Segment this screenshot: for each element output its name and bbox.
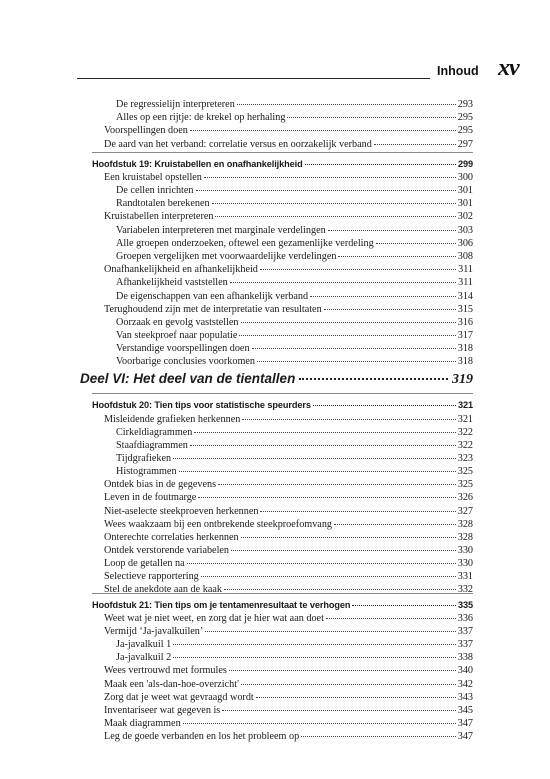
entry-page: 322: [457, 427, 473, 438]
dot-leader: [257, 361, 456, 362]
entry-label: Afhankelijkheid vaststellen: [116, 277, 228, 288]
entry-page: 300: [457, 172, 473, 183]
entry-page: 337: [457, 639, 473, 650]
dot-leader: [187, 563, 456, 564]
toc-entry: [116, 342, 473, 355]
entry-page: 295: [457, 112, 473, 123]
dot-leader: [230, 282, 456, 283]
entry-page: 326: [457, 492, 473, 503]
entry-page: 321: [457, 414, 473, 425]
entry-page: 317: [457, 330, 473, 341]
entry-label: Staafdiagrammen: [116, 440, 188, 451]
entry-page: 322: [457, 440, 473, 451]
entry-page: 331: [457, 571, 473, 582]
toc-entry: [116, 224, 473, 237]
dot-leader: [215, 216, 455, 217]
toc-entry: [104, 505, 473, 518]
entry-label: Van steekproef naar populatie: [116, 330, 238, 341]
dot-leader: [241, 537, 456, 538]
entry-page: 311: [458, 277, 473, 288]
dot-leader: [374, 144, 456, 145]
entry-page: 321: [457, 400, 473, 410]
toc-entry: [116, 651, 473, 664]
toc-entry: [104, 612, 473, 625]
dot-leader: [305, 164, 456, 165]
toc-entry: [104, 570, 473, 583]
toc-entry: [104, 491, 473, 504]
chapter-entry: [92, 158, 473, 171]
toc-entry: [104, 478, 473, 491]
dot-leader: [328, 230, 456, 231]
toc-entry: [116, 452, 473, 465]
toc-entry: [116, 276, 473, 289]
toc-entry: [116, 426, 473, 439]
dot-leader: [252, 348, 456, 349]
entry-page: 325: [457, 479, 473, 490]
entry-label: Selectieve rapportering: [104, 571, 199, 582]
dot-leader: [183, 723, 456, 724]
toc-entry: [116, 250, 473, 263]
entry-page: 343: [457, 692, 473, 703]
entry-page: 301: [457, 185, 473, 196]
dot-leader: [324, 309, 456, 310]
entry-label: Tijdgrafieken: [116, 453, 172, 464]
dot-leader: [260, 269, 456, 270]
entry-label: Cirkeldiagrammen: [116, 427, 193, 438]
toc-entry: [104, 263, 473, 276]
chapter-entry: [92, 399, 473, 412]
entry-label: Oorzaak en gevolg vaststellen: [116, 317, 239, 328]
dot-leader: [224, 589, 456, 590]
entry-page: 311: [458, 264, 473, 275]
entry-label: Wees vertrouwd met formules: [104, 665, 227, 676]
entry-page: 325: [457, 466, 473, 477]
toc-entry: [104, 518, 473, 531]
dot-leader: [299, 378, 448, 380]
entry-label: De cellen inrichten: [116, 185, 194, 196]
entry-label: Variabelen interpreteren met marginale verdelingen: [116, 225, 326, 236]
toc-entry: [116, 111, 473, 124]
toc-entry: [116, 465, 473, 478]
dot-leader: [229, 670, 456, 671]
entry-label: Loop de getallen na: [104, 558, 185, 569]
chapter-separator: [92, 593, 473, 594]
entry-label: Ontdek verstorende variabelen: [104, 545, 230, 556]
entry-label: Misleidende grafieken herkennen: [104, 414, 241, 425]
dot-leader: [173, 657, 456, 658]
entry-page: 332: [457, 584, 473, 595]
entry-label: Terughoudend zijn met de interpretatie van resultaten: [104, 304, 322, 315]
dot-leader: [287, 117, 455, 118]
dot-leader: [301, 736, 456, 737]
entry-label: De eigenschappen van een afhankelijk verband: [116, 291, 309, 302]
toc-entry: [104, 303, 473, 316]
entry-label: Maak diagrammen: [104, 718, 181, 729]
toc-entry: [104, 717, 473, 730]
entry-page: 347: [457, 731, 473, 742]
entry-page: 340: [457, 665, 473, 676]
dot-leader: [256, 697, 456, 698]
chapter-separator: [92, 393, 473, 394]
entry-label: Niet-aselecte steekproeven herkennen: [104, 506, 259, 517]
entry-label: Kruistabellen interpreteren: [104, 211, 214, 222]
toc-entry: [104, 730, 473, 743]
dot-leader: [241, 684, 456, 685]
toc-entry: [104, 583, 473, 596]
entry-page: 295: [457, 125, 473, 136]
entry-label: Stel de anekdote aan de kaak: [104, 584, 222, 595]
entry-page: 318: [457, 356, 473, 367]
entry-page: 318: [457, 343, 473, 354]
dot-leader: [205, 631, 455, 632]
dot-leader: [218, 484, 456, 485]
toc-entry: [104, 210, 473, 223]
dot-leader: [198, 497, 455, 498]
dot-leader: [260, 511, 455, 512]
entry-page: 336: [457, 613, 473, 624]
dot-leader: [194, 432, 455, 433]
entry-page: 303: [457, 225, 473, 236]
entry-label: Voorspellingen doen: [104, 125, 188, 136]
entry-label: De aard van het verband: correlatie versus en oorzakelijk verband: [104, 139, 372, 150]
toc-entry: [116, 355, 473, 368]
dot-leader: [179, 471, 456, 472]
dot-leader: [376, 243, 456, 244]
toc-entry: [116, 439, 473, 452]
dot-leader: [204, 177, 456, 178]
entry-page: 337: [457, 626, 473, 637]
entry-label: Voorbarige conclusies voorkomen: [116, 356, 256, 367]
entry-page: 330: [457, 545, 473, 556]
dot-leader: [222, 710, 455, 711]
chapter-entry: [92, 599, 473, 612]
entry-label: Groepen vergelijken met voorwaardelijke verdelingen: [116, 251, 337, 262]
toc-entry: [104, 531, 473, 544]
dot-leader: [334, 524, 456, 525]
entry-page: 293: [457, 99, 473, 110]
entry-label: Leven in de foutmarge: [104, 492, 197, 503]
toc-entry: [104, 124, 473, 137]
entry-page: 314: [457, 291, 473, 302]
entry-label: Onterechte correlaties herkennen: [104, 532, 239, 543]
toc-entry: [116, 329, 473, 342]
entry-label: Verstandige voorspellingen doen: [116, 343, 250, 354]
dot-leader: [231, 550, 456, 551]
dot-leader: [338, 256, 455, 257]
part-label: Deel VI: Het deel van de tientallen: [80, 371, 296, 386]
entry-page: 342: [457, 679, 473, 690]
toc-entry: [116, 197, 473, 210]
toc-entry: [104, 171, 473, 184]
toc-entry: [104, 704, 473, 717]
part-heading: [80, 371, 473, 388]
dot-leader: [201, 576, 456, 577]
toc-entry: [104, 544, 473, 557]
entry-label: Hoofdstuk 20: Tien tips voor statistische speurders: [92, 400, 311, 410]
entry-label: Ja-javalkuil 1: [116, 639, 172, 650]
toc-entry: [104, 557, 473, 570]
entry-page: 299: [457, 159, 473, 169]
running-header-title: Inhoud: [437, 64, 479, 78]
toc-entry: [116, 290, 473, 303]
entry-label: Alles op een rijtje: de krekel op herhaling: [116, 112, 286, 123]
toc-entry: [116, 638, 473, 651]
entry-page: 330: [457, 558, 473, 569]
entry-label: Wees waakzaam bij een ontbrekende steekproefomvang: [104, 519, 333, 530]
entry-label: Alle groepen onderzoeken, oftewel een gezamenlijke verdeling: [116, 238, 374, 249]
toc-entry: [116, 316, 473, 329]
dot-leader: [241, 322, 456, 323]
entry-label: Vermijd ‘Ja-javalkuilen’: [104, 626, 204, 637]
toc-entry: [104, 678, 473, 691]
entry-label: Hoofdstuk 21: Tien tips om je tentamenresultaat te verhogen: [92, 600, 351, 610]
entry-label: De regressielijn interpreteren: [116, 99, 235, 110]
entry-label: Een kruistabel opstellen: [104, 172, 202, 183]
entry-label: Ja-javalkuil 2: [116, 652, 172, 663]
dot-leader: [239, 335, 455, 336]
dot-leader: [242, 419, 455, 420]
entry-label: Leg de goede verbanden en los het probleem op: [104, 731, 300, 742]
dot-leader: [237, 104, 456, 105]
part-page: 319: [452, 372, 473, 387]
entry-page: 347: [457, 718, 473, 729]
entry-page: 297: [457, 139, 473, 150]
entry-page: 328: [457, 532, 473, 543]
entry-label: Maak een 'als-dan-hoe-overzicht': [104, 679, 239, 690]
header-rule: [77, 78, 430, 79]
entry-label: Histogrammen: [116, 466, 177, 477]
dot-leader: [313, 405, 456, 406]
dot-leader: [310, 296, 456, 297]
chapter-separator: [92, 152, 473, 153]
entry-page: 335: [457, 600, 473, 610]
toc-entry: [116, 237, 473, 250]
dot-leader: [190, 130, 456, 131]
entry-page: 306: [457, 238, 473, 249]
toc-entry: [104, 691, 473, 704]
entry-label: Randtotalen berekenen: [116, 198, 210, 209]
dot-leader: [326, 618, 456, 619]
entry-page: 345: [457, 705, 473, 716]
entry-page: 301: [457, 198, 473, 209]
entry-page: 323: [457, 453, 473, 464]
entry-page: 316: [457, 317, 473, 328]
entry-page: 327: [457, 506, 473, 517]
toc-entry: [104, 138, 473, 151]
entry-page: 338: [457, 652, 473, 663]
entry-page: 328: [457, 519, 473, 530]
entry-page: 315: [457, 304, 473, 315]
entry-label: Onafhankelijkheid en afhankelijkheid: [104, 264, 258, 275]
dot-leader: [196, 190, 456, 191]
dot-leader: [352, 605, 456, 606]
toc-entry: [104, 664, 473, 677]
entry-page: 308: [457, 251, 473, 262]
dot-leader: [173, 644, 456, 645]
dot-leader: [190, 445, 456, 446]
toc-entry: [116, 184, 473, 197]
page-number-roman: xv: [498, 55, 519, 81]
entry-page: 302: [457, 211, 473, 222]
toc-entry: [104, 625, 473, 638]
toc-entry: [116, 98, 473, 111]
entry-label: Weet wat je niet weet, en zorg dat je hier wat aan doet: [104, 613, 324, 624]
toc-entry: [104, 413, 473, 426]
entry-label: Hoofdstuk 19: Kruistabellen en onafhankelijkheid: [92, 159, 303, 169]
dot-leader: [173, 458, 456, 459]
entry-label: Ontdek bias in de gegevens: [104, 479, 217, 490]
entry-label: Inventariseer wat gegeven is: [104, 705, 221, 716]
dot-leader: [212, 203, 456, 204]
entry-label: Zorg dat je weet wat gevraagd wordt: [104, 692, 254, 703]
